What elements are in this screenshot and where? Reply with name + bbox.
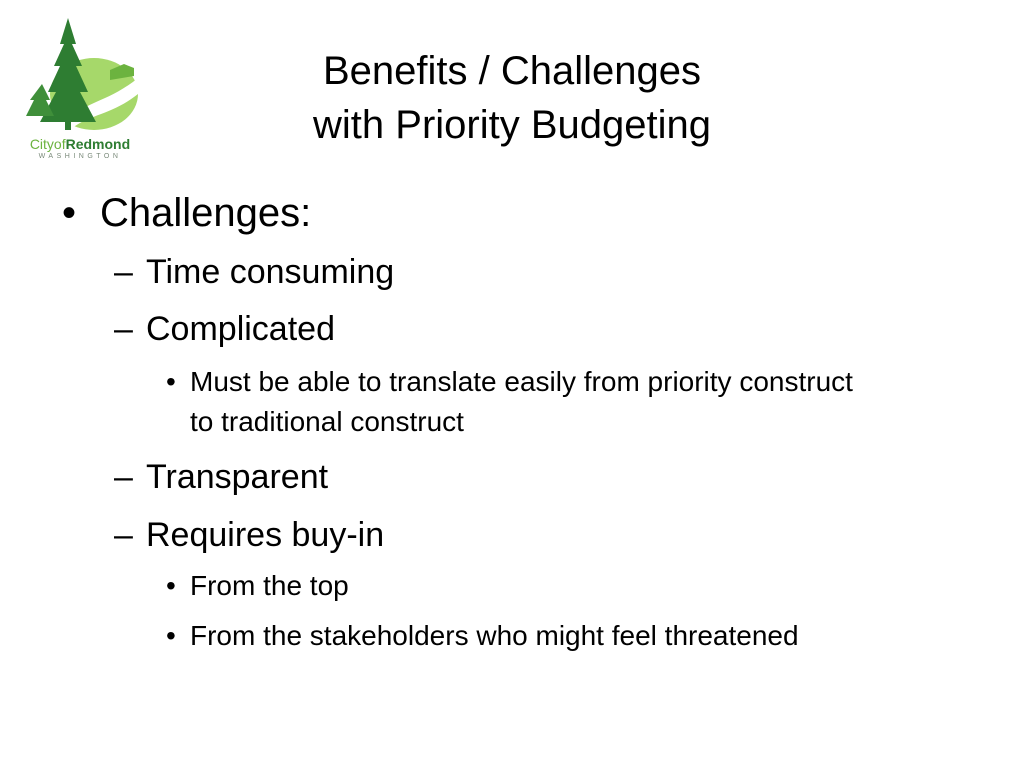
dash-marker: – xyxy=(114,516,133,554)
sub-bullet-text: Requires buy-in xyxy=(146,516,385,554)
dash-marker: – xyxy=(114,310,133,348)
bullet-text: Challenges: xyxy=(100,191,312,235)
dot-marker: • xyxy=(166,366,176,397)
detail-bullet-text: From the stakeholders who might feel threatened xyxy=(190,620,799,651)
title-line-2: with Priority Budgeting xyxy=(313,103,711,147)
title-line-1: Benefits / Challenges xyxy=(322,49,701,93)
dash-marker: – xyxy=(114,458,133,496)
bullet-marker: • xyxy=(62,191,77,235)
logo-state-label: WASHINGTON xyxy=(38,153,122,160)
sub-bullet-text: Complicated xyxy=(146,310,335,348)
detail-bullet-text: Must be able to translate easily from priority construct to traditional construct xyxy=(190,366,853,437)
sub-bullet-text: Transparent xyxy=(146,458,329,496)
dot-marker: • xyxy=(166,570,176,601)
sub-bullet-text: Time consuming xyxy=(146,253,395,291)
dot-marker: • xyxy=(166,620,176,651)
detail-bullet-text: From the top xyxy=(190,570,349,601)
logo-wordmark: CityofRedmond xyxy=(29,136,131,152)
dash-marker: – xyxy=(114,253,133,291)
